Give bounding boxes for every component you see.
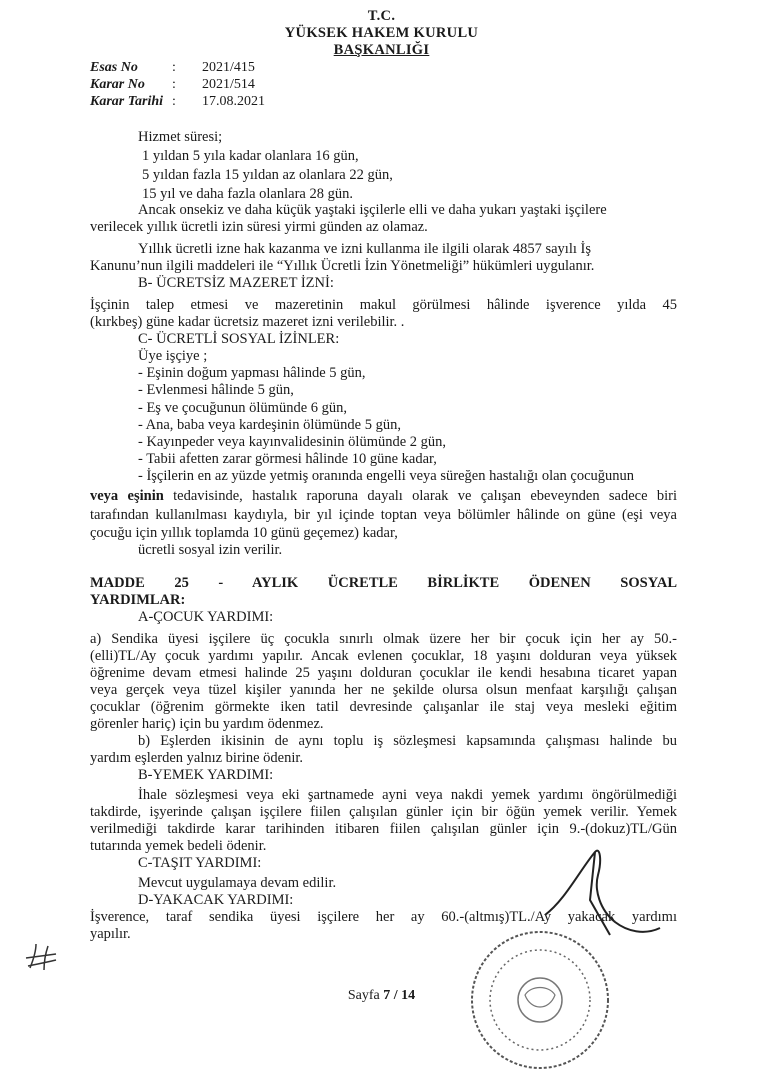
body-line: yapılır. (90, 926, 131, 942)
meta-value: 2021/415 (202, 60, 255, 75)
body-line: Üye işçiye ; (138, 348, 208, 364)
meta-row-esas (90, 60, 255, 76)
section-heading: D-YAKACAK YARDIMI: (138, 892, 294, 908)
body-line: çocuklar (öğrenim görmekte iken tatil devresinde çalışanlar ile staj veya mesleki eğitim (90, 699, 677, 715)
section-heading: A-ÇOCUK YARDIMI: (138, 609, 274, 625)
body-line: İşverence, taraf sendika üyesi işçilere her ay 60.-(altmış)TL./Ay yakacak yardımı (90, 909, 677, 925)
body-line: b) Eşlerden ikisinin de aynı toplu iş sözleşmesi kapsamında çalışması halinde bu (138, 733, 677, 749)
body-line: Ancak onsekiz ve daha küçük yaştaki işçilerle elli ve daha yukarı yaştaki işçilere (138, 202, 607, 218)
body-line: verilmediği takdirde karar tarihinden itibaren fiilen çalışılan günler için 9.-(dokuz)TL/Gün (90, 821, 677, 837)
body-line: verilecek yıllık ücretli izin süresi yirmi günden az olamaz. (90, 219, 428, 235)
section-heading: B- ÜCRETSİZ MAZERET İZNİ: (138, 275, 334, 291)
body-line: İhale sözleşmesi veya eki şartnamede ayni veya nakdi yemek yardımı öngörülmediği (138, 787, 677, 803)
meta-sep: : (172, 60, 176, 75)
section-heading: C- ÜCRETLİ SOSYAL İZİNLER: (138, 331, 340, 347)
body-line: İşçinin talep etmesi ve mazeretinin makul görülmesi hâlinde işverence yılda 45 (90, 297, 677, 313)
header-institution: YÜKSEK HAKEM KURULU (284, 25, 479, 41)
body-line: (elli)TL/Ay çocuk yardımı yapılır. Ancak evlenen çocuklar, 18 yaşını dolduran veya yüksek (90, 648, 677, 664)
body-line: Hizmet süresi; (138, 129, 223, 145)
list-item: - Kayınpeder veya kayınvalidesinin ölümünde 2 gün, (138, 434, 447, 450)
list-item: - Eşinin doğum yapması hâlinde 5 gün, (138, 365, 366, 381)
body-line: Kanunu’nun ilgili maddeleri ile “Yıllık Ücretli İzin Yönetmeliği” hükümleri uygulanır. (90, 258, 595, 274)
meta-value: 2021/514 (202, 77, 255, 92)
body-line: (kırkbeş) güne kadar ücretsiz mazeret izni verilebilir. . (90, 314, 405, 330)
body-line: veya gerçek veya tüzel kişiler yanında her ne şekilde olursa olsun menfaat karşılığı çalışan (90, 682, 677, 698)
meta-key: Esas No (90, 60, 138, 75)
body-line: 1 yıldan 5 yıla kadar olanlara 16 gün, (142, 148, 359, 164)
section-heading: C-TAŞIT YARDIMI: (138, 855, 262, 871)
meta-sep: : (172, 77, 176, 92)
bold-phrase: veya eşinin (90, 488, 164, 504)
list-item: - Ana, baba veya kardeşinin ölümünde 5 gün, (138, 417, 401, 433)
meta-value: 17.08.2021 (202, 94, 265, 109)
body-line: a) Sendika üyesi işçilere üç çocukla sınırlı olmak üzere her bir çocuk için her ay 50.- (90, 631, 677, 647)
section-heading: B-YEMEK YARDIMI: (138, 767, 274, 783)
body-line: öğrenime devam etmesi halinde 25 yaşını dolduran çocuklar ile kendi hesabına ticaret yapan (90, 665, 677, 681)
page-value: 7 / 14 (383, 988, 416, 1003)
initial-mark-icon (22, 938, 62, 978)
header-tc: T.C. (367, 8, 396, 24)
meta-row-tarih (90, 94, 265, 110)
body-line: Mevcut uygulamaya devam edilir. (138, 875, 337, 891)
list-item: - Eş ve çocuğunun ölümünde 6 gün, (138, 400, 348, 416)
article-heading-cont: YARDIMLAR: (90, 592, 186, 608)
meta-row-karar (90, 77, 255, 93)
body-line (90, 487, 677, 505)
body-line: çocuğu için yıllık toplamda 10 günü geçemez) kadar, (90, 525, 398, 541)
meta-sep: : (172, 94, 176, 109)
body-line: takdirde, işyerinde çalışan işçilere fiilen çalışılan günler için bir öğün yemek verilir. Yemek (90, 804, 677, 820)
body-line: 15 yıl ve daha fazla olanlara 28 gün. (142, 186, 353, 202)
body-line: 5 yıldan fazla 15 yıldan az olanlara 22 gün, (142, 167, 393, 183)
body-line: görenler hariç) için bu yardım ödenmez. (90, 716, 324, 732)
body-line: tarafından kullanılması kaydıyla, bir yıl içinde toptan veya bölümler hâlinde on güne (eşi veya (90, 507, 677, 523)
body-line: yardım eşlerden yalnız birine ödenir. (90, 750, 303, 766)
list-item: - İşçilerin en az yüzde yetmiş oranında engelli veya süreğen hastalığı olan çocuğunun (138, 468, 635, 484)
article-heading: MADDE 25 - AYLIK ÜCRETLE BİRLİKTE ÖDENEN SOSYAL (90, 575, 677, 591)
meta-key: Karar No (90, 77, 145, 92)
body-text: tedavisinde, hastalık raporuna dayalı olarak ve çalışan ebeveynden sadece biri (163, 488, 677, 504)
body-line: tutarında yemek bedeli ödenir. (90, 838, 267, 854)
page-number (0, 988, 763, 1004)
meta-key: Karar Tarihi (90, 94, 164, 109)
body-line: ücretli sosyal izin verilir. (138, 542, 283, 558)
list-item: - Tabii afetten zarar görmesi hâlinde 10 güne kadar, (138, 451, 437, 467)
header-presidency: BAŞKANLIĞI (333, 42, 430, 58)
page-label: Sayfa (347, 988, 384, 1003)
list-item: - Evlenmesi hâlinde 5 gün, (138, 382, 294, 398)
body-line: Yıllık ücretli izne hak kazanma ve izni kullanma ile ilgili olarak 4857 sayılı İş (138, 241, 591, 257)
